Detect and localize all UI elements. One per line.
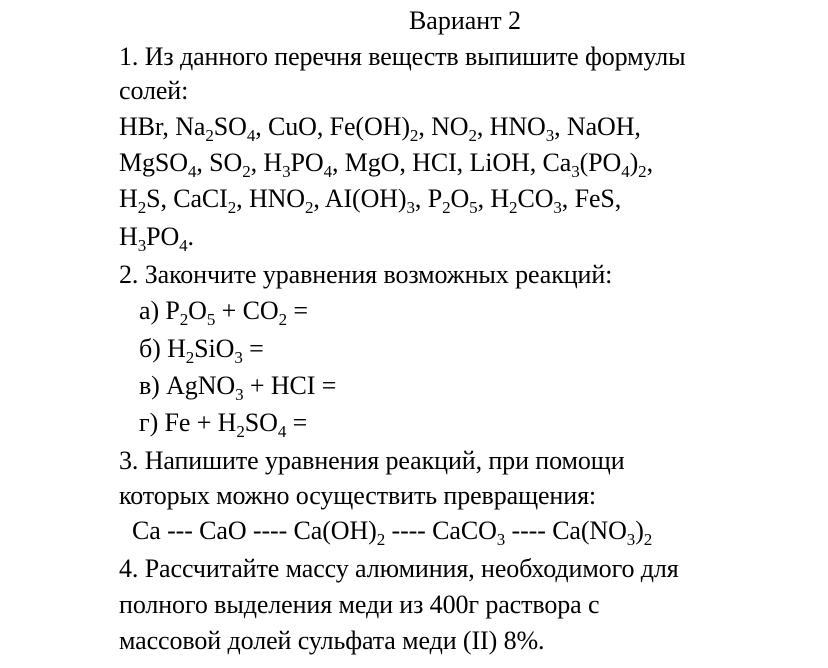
task3-transformation-chain: Ca --- CaO ---- $Ca(OH)_2$ ---- CaCO$_3$ ---- $Ca(NO_3)_2$ bbox=[132, 516, 653, 549]
task4-text-line1: 4. Рассчитайте массу алюминия, необходимого для bbox=[119, 554, 679, 583]
task1-formulas-line1: HBr, $Na_2SO_4$, CuO, $Fe(OH)_2$, $NO_2$, $HNO_3$, NaOH, bbox=[119, 112, 641, 145]
task3-text-line2: которых можно осуществить превращения: bbox=[119, 481, 597, 510]
task2-item-a: а) $P_2O_5 + CO_2$ = bbox=[139, 296, 308, 329]
task2-item-b: б) $H_2SiO_3$ = bbox=[139, 334, 264, 367]
task1-text-line2: солей: bbox=[119, 76, 189, 105]
task2-item-d: г) $Fe + H_2SO_4$ = bbox=[139, 408, 308, 441]
variant-title: Вариант 2 bbox=[408, 6, 522, 35]
task3-text-line1: 3. Напишите уравнения реакций, при помощи bbox=[119, 446, 625, 475]
task2-item-c: в) AgNO$_3$ + HCI = bbox=[139, 371, 337, 404]
task1-formulas-line2: MgSO$_4$, $SO_2$, $H_3PO_4$, MgO, HCI, LiOH, $Ca_3(PO_4)_2$, bbox=[119, 148, 653, 181]
task2-heading: 2. Закончите уравнения возможных реакций: bbox=[119, 260, 613, 289]
task1-text-line1: 1. Из данного перечня веществ выпишите формулы bbox=[119, 42, 686, 71]
task1-formulas-line3: $H_2S$, CaCI$_2$, $HNO_2$, $AI(OH)_3$, $P_2O_5$, $H_2CO_3$, FeS, bbox=[119, 184, 622, 217]
task4-text-line2: полного выделения меди из 400г раствора с bbox=[119, 590, 600, 619]
task4-text-line3: массовой долей сульфата меди (II) 8%. bbox=[119, 626, 545, 655]
task1-formulas-line4: $H_3PO_4$. bbox=[119, 222, 194, 255]
